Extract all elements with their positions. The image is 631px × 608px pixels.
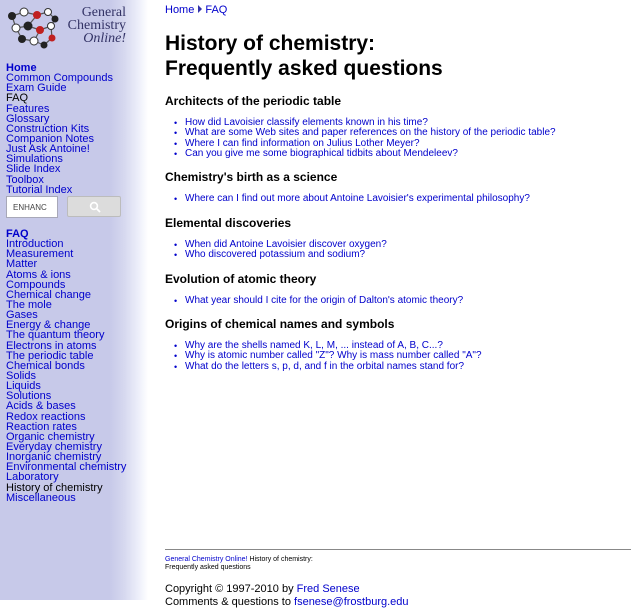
sidebar-topic-link[interactable]: Laboratory bbox=[6, 471, 59, 484]
sidebar-nav-item bbox=[6, 185, 113, 195]
sidebar-topic-link[interactable]: Atoms & ions bbox=[6, 268, 71, 281]
question-link[interactable]: What year should I cite for the origin of Dalton's atomic theory? bbox=[185, 295, 464, 306]
sidebar-nav-link[interactable]: Just Ask Antoine! bbox=[6, 143, 90, 156]
search-box bbox=[6, 196, 122, 218]
sidebar-topic-link[interactable]: FAQ bbox=[6, 228, 29, 240]
sidebar-main-nav bbox=[6, 63, 113, 195]
sidebar bbox=[0, 0, 148, 600]
sidebar-nav-link[interactable]: Glossary bbox=[6, 112, 50, 125]
sidebar-topic-item bbox=[6, 493, 126, 503]
section-heading: Architects of the periodic table bbox=[165, 94, 342, 108]
sidebar-nav-link[interactable]: Toolbox bbox=[6, 173, 44, 186]
sidebar-topic-link[interactable]: Introduction bbox=[6, 238, 64, 251]
question-item bbox=[185, 250, 387, 260]
sidebar-nav-link[interactable]: Features bbox=[6, 102, 50, 115]
footer-caption: General Chemistry Online! History of chemistry: Frequently asked questions bbox=[165, 556, 313, 571]
breadcrumb-arrow-icon bbox=[198, 5, 202, 13]
question-item bbox=[185, 194, 530, 204]
sidebar-topic-link[interactable]: The periodic table bbox=[6, 349, 94, 362]
sidebar-topic-link[interactable]: Reaction rates bbox=[6, 420, 77, 433]
question-link[interactable]: Where I can find information on Julius Lother Meyer? bbox=[185, 137, 420, 149]
question-item bbox=[185, 296, 463, 306]
sidebar-topic-link[interactable]: Chemical bonds bbox=[6, 359, 85, 372]
section-heading: Chemistry's birth as a science bbox=[165, 170, 338, 184]
sidebar-nav-link[interactable]: Simulations bbox=[6, 153, 63, 166]
question-link[interactable]: When did Antoine Lavoisier discover oxygen? bbox=[185, 239, 387, 250]
sidebar-topic-link[interactable]: Matter bbox=[6, 258, 38, 271]
sidebar-topic-link[interactable]: Acids & bases bbox=[6, 400, 76, 413]
question-list bbox=[185, 296, 463, 306]
page-title: History of chemistry: Frequently asked questions bbox=[165, 32, 443, 80]
question-link[interactable]: Can you give me some biographical tidbits about Mendeleev? bbox=[185, 147, 458, 159]
question-list bbox=[185, 341, 482, 372]
question-link[interactable]: Why is atomic number called "Z"? Why is mass number called "A"? bbox=[185, 350, 482, 362]
sidebar-nav-link[interactable]: Companion Notes bbox=[6, 132, 95, 145]
sidebar-topics-nav bbox=[6, 229, 126, 503]
sidebar-topic-link[interactable]: Energy & change bbox=[6, 319, 91, 332]
sidebar-topic-link[interactable]: Electrons in atoms bbox=[6, 339, 97, 352]
sidebar-topic-link[interactable]: Everyday chemistry bbox=[6, 440, 102, 453]
contact-email-link[interactable]: fsenese@frostburg.edu bbox=[294, 596, 409, 608]
question-link[interactable]: How did Lavoisier classify elements known in his time? bbox=[185, 117, 428, 128]
search-input[interactable] bbox=[6, 196, 58, 218]
question-list bbox=[185, 240, 387, 261]
sidebar-nav-link[interactable]: Tutorial Index bbox=[6, 183, 73, 196]
sidebar-topic-link[interactable]: The mole bbox=[6, 298, 52, 311]
molecule-logo-icon bbox=[4, 6, 60, 50]
author-link[interactable]: Fred Senese bbox=[296, 583, 360, 595]
sidebar-topic-link[interactable]: Solutions bbox=[6, 390, 52, 403]
breadcrumb-faq-link[interactable]: FAQ bbox=[205, 4, 228, 16]
sidebar-topic-link[interactable]: Organic chemistry bbox=[6, 430, 95, 443]
sidebar-nav-link[interactable]: Exam Guide bbox=[6, 82, 67, 95]
site-logo[interactable] bbox=[4, 4, 126, 52]
sidebar-topic-link[interactable]: Inorganic chemistry bbox=[6, 451, 102, 464]
footer-divider bbox=[165, 549, 631, 550]
sidebar-topic-link[interactable]: Measurement bbox=[6, 248, 74, 261]
sidebar-topic-link[interactable]: The quantum theory bbox=[6, 329, 105, 342]
breadcrumb-home-link[interactable]: Home bbox=[165, 4, 195, 16]
section-heading: Elemental discoveries bbox=[165, 216, 292, 230]
contact-line: Comments & questions to fsenese@frostburg.edu bbox=[165, 596, 409, 608]
site-name: General Chemistry Online! bbox=[67, 5, 126, 46]
sidebar-topic-link[interactable]: Redox reactions bbox=[6, 410, 86, 423]
breadcrumb bbox=[165, 4, 227, 16]
question-item bbox=[185, 362, 482, 372]
copyright-notice: Copyright © 1997-2010 by Fred Senese bbox=[165, 583, 360, 595]
sidebar-topic-link[interactable]: Liquids bbox=[6, 380, 41, 393]
section-heading: Origins of chemical names and symbols bbox=[165, 317, 395, 331]
question-list bbox=[185, 118, 556, 159]
sidebar-topic-link[interactable]: Miscellaneous bbox=[6, 491, 76, 504]
sidebar-topic-link[interactable]: Compounds bbox=[6, 278, 66, 291]
footer-site-link[interactable]: General Chemistry Online! bbox=[165, 556, 248, 563]
question-item bbox=[185, 149, 556, 159]
question-link[interactable]: What are some Web sites and paper references on the history of the periodic table? bbox=[185, 127, 556, 139]
sidebar-nav-link: FAQ bbox=[6, 92, 29, 105]
search-button[interactable] bbox=[67, 196, 121, 217]
sidebar-nav-link[interactable]: Common Compounds bbox=[6, 72, 113, 85]
sidebar-nav-link[interactable]: Slide Index bbox=[6, 163, 61, 176]
sidebar-nav-link[interactable]: Construction Kits bbox=[6, 122, 90, 135]
sidebar-topic-link[interactable]: Chemical change bbox=[6, 288, 91, 301]
sidebar-topic-link[interactable]: Solids bbox=[6, 369, 36, 382]
sidebar-topic-link[interactable]: Gases bbox=[6, 309, 38, 322]
question-link[interactable]: What do the letters s, p, d, and f in the orbital names stand for? bbox=[185, 360, 465, 372]
question-link[interactable]: Who discovered potassium and sodium? bbox=[185, 249, 366, 261]
sidebar-nav-link[interactable]: Home bbox=[6, 62, 37, 74]
sidebar-topic-link: History of chemistry bbox=[6, 481, 103, 494]
question-list bbox=[185, 194, 530, 204]
sidebar-topic-link[interactable]: Environmental chemistry bbox=[6, 461, 127, 474]
question-link[interactable]: Where can I find out more about Antoine Lavoisier's experimental philosophy? bbox=[185, 193, 530, 204]
section-heading: Evolution of atomic theory bbox=[165, 272, 317, 286]
question-link[interactable]: Why are the shells named K, L, M, ... instead of A, B, C...? bbox=[185, 340, 443, 351]
magnifier-icon bbox=[89, 201, 101, 213]
